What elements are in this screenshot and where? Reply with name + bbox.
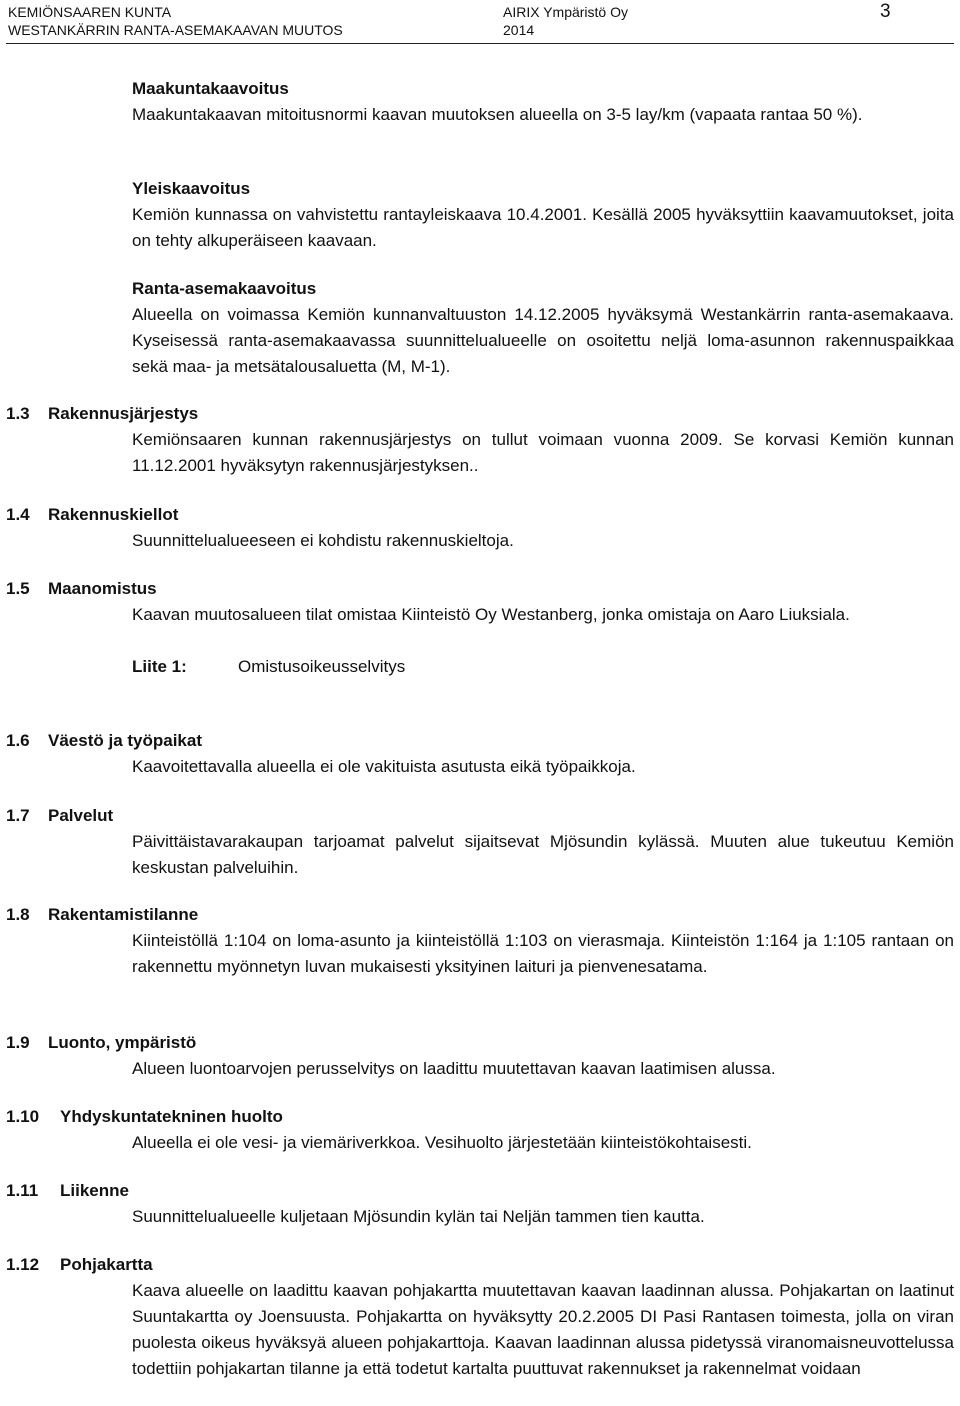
paragraph-1-4: Suunnittelualueeseen ei kohdistu rakennuskieltoja. — [132, 531, 514, 550]
section-title: Palvelut — [48, 806, 114, 825]
subheading-maakuntakaavoitus: Maakuntakaavoitus — [132, 79, 289, 98]
heading-1-3 — [6, 401, 954, 427]
section-1-3 — [6, 401, 954, 479]
section-title: Väestö ja työpaikat — [48, 731, 203, 750]
attachment-label: Liite 1: — [132, 657, 187, 676]
heading-1-7 — [6, 803, 954, 829]
section-1-6 — [6, 728, 954, 780]
section-number: 1.5 — [6, 579, 30, 598]
section-number: 1.3 — [6, 404, 30, 423]
section-title: Luonto, ympäristö — [48, 1033, 197, 1052]
paragraph-1-6: Kaavoitettavalla alueella ei ole vakituista asutusta eikä työpaikkoja. — [132, 757, 636, 776]
paragraph-1-5: Kaavan muutosalueen tilat omistaa Kiinteistö Oy Westanberg, jonka omistaja on Aaro Liuksiala. — [132, 605, 850, 624]
section-number: 1.6 — [6, 731, 30, 750]
section-title: Rakentamistilanne — [48, 905, 199, 924]
section-title: Rakennuskiellot — [48, 505, 179, 524]
header-document-title: WESTANKÄRRIN RANTA-ASEMAKAAVAN MUUTOS — [8, 22, 343, 38]
section-number: 1.7 — [6, 806, 30, 825]
section-title: Pohjakartta — [60, 1255, 153, 1274]
section-number: 1.8 — [6, 905, 30, 924]
header-municipality: KEMIÖNSAAREN KUNTA — [8, 4, 172, 20]
section-number: 1.11 — [6, 1181, 39, 1200]
header-company: AIRIX Ympäristö Oy — [503, 4, 629, 20]
heading-1-8 — [6, 902, 954, 928]
section-title: Liikenne — [60, 1181, 129, 1200]
section-1-5 — [6, 576, 954, 680]
section-1-4 — [6, 502, 954, 554]
heading-1-4 — [6, 502, 954, 528]
section-1-12 — [6, 1252, 954, 1382]
heading-1-10 — [6, 1104, 954, 1130]
attachment-reference — [132, 654, 954, 680]
subheading-yleiskaavoitus: Yleiskaavoitus — [132, 179, 251, 198]
section-1-11 — [6, 1178, 954, 1230]
section-ranta-asemakaavoitus — [6, 276, 954, 380]
section-title: Yhdyskuntatekninen huolto — [60, 1107, 283, 1126]
section-1-9 — [6, 1030, 954, 1082]
heading-1-9 — [6, 1030, 954, 1056]
section-number: 1.10 — [6, 1107, 40, 1126]
paragraph-1-7: Päivittäistavarakaupan tarjoamat palvelut sijaitsevat Mjösundin kylässä. Muuten alue tukeutuu Kemiön keskustan palveluihin. — [132, 832, 954, 877]
paragraph-1-10: Alueella ei ole vesi- ja viemäriverkkoa. Vesihuolto järjestetään kiinteistökohtaisesti. — [132, 1133, 752, 1152]
attachment-title: Omistusoikeusselvitys — [238, 657, 406, 676]
heading-1-12 — [6, 1252, 954, 1278]
heading-1-11 — [6, 1178, 954, 1204]
section-1-8 — [6, 902, 954, 980]
paragraph-ranta-asemakaavoitus: Alueella on voimassa Kemiön kunnanvaltuuston 14.12.2005 hyväksymä Westankärrin ranta-asemakaava. Kyseisessä ranta-asemakaavassa suunnittelualueelle on osoitettu neljä loma-asunnon rakennuspaikkaa sekä maa- ja metsätalousaluetta (M, M-1). — [132, 305, 954, 376]
paragraph-1-9: Alueen luontoarvojen perusselvitys on laadittu muutettavan kaavan laatimisen alussa. — [132, 1059, 776, 1078]
paragraph-1-3: Kemiönsaaren kunnan rakennusjärjestys on tullut voimaan vuonna 2009. Se korvasi Kemiön kunnan 11.12.2001 hyväksytyn rakennusjärjestyksen.. — [132, 430, 954, 475]
heading-1-6 — [6, 728, 954, 754]
section-1-10 — [6, 1104, 954, 1156]
paragraph-1-11: Suunnittelualueelle kuljetaan Mjösundin kylän tai Neljän tammen tien kautta. — [132, 1207, 705, 1226]
section-maakuntakaavoitus — [6, 76, 954, 128]
heading-1-5 — [6, 576, 954, 602]
paragraph-maakuntakaavoitus: Maakuntakaavan mitoitusnormi kaavan muutoksen alueella on 3-5 lay/km (vapaata rantaa 50 %). — [132, 105, 863, 124]
header-divider — [6, 43, 954, 44]
page-number: 3 — [880, 1, 891, 22]
paragraph-1-12: Kaava alueelle on laadittu kaavan pohjakartta muutettavan kaavan laadinnan alussa. Pohjakartan on laatinut Suuntakartta oy Joensuusta. Pohjakartta on hyväksytty 20.2.2005 DI Pasi Rantasen toimesta, jolla on viran puolesta oikeus hyväksyä alueen pohjakarttoja. Kaavan laadinnan alussa pidetyssä viranomaisneuvottelussa todettiin pohjakartan tilanne ja että todetut kartalta puuttuvat rakennukset ja rakennelmat voidaan — [132, 1281, 954, 1378]
subheading-ranta-asemakaavoitus: Ranta-asemakaavoitus — [132, 279, 317, 298]
paragraph-1-8: Kiinteistöllä 1:104 on loma-asunto ja kiinteistöllä 1:103 on vierasmaja. Kiinteistön 1:164 ja 1:105 rantaan on rakennettu myönnetyn luvan mukaisesti yksityinen laituri ja pienvenesatama. — [132, 931, 954, 976]
section-title: Rakennusjärjestys — [48, 404, 199, 423]
section-yleiskaavoitus — [6, 176, 954, 254]
section-1-7 — [6, 803, 954, 881]
section-number: 1.12 — [6, 1255, 40, 1274]
section-title: Maanomistus — [48, 579, 157, 598]
paragraph-yleiskaavoitus: Kemiön kunnassa on vahvistettu rantayleiskaava 10.4.2001. Kesällä 2005 hyväksyttiin kaavamuutokset, joita on tehty alkuperäiseen kaavaan. — [132, 205, 954, 250]
section-number: 1.9 — [6, 1033, 30, 1052]
section-number: 1.4 — [6, 505, 30, 524]
header-year: 2014 — [503, 22, 535, 38]
